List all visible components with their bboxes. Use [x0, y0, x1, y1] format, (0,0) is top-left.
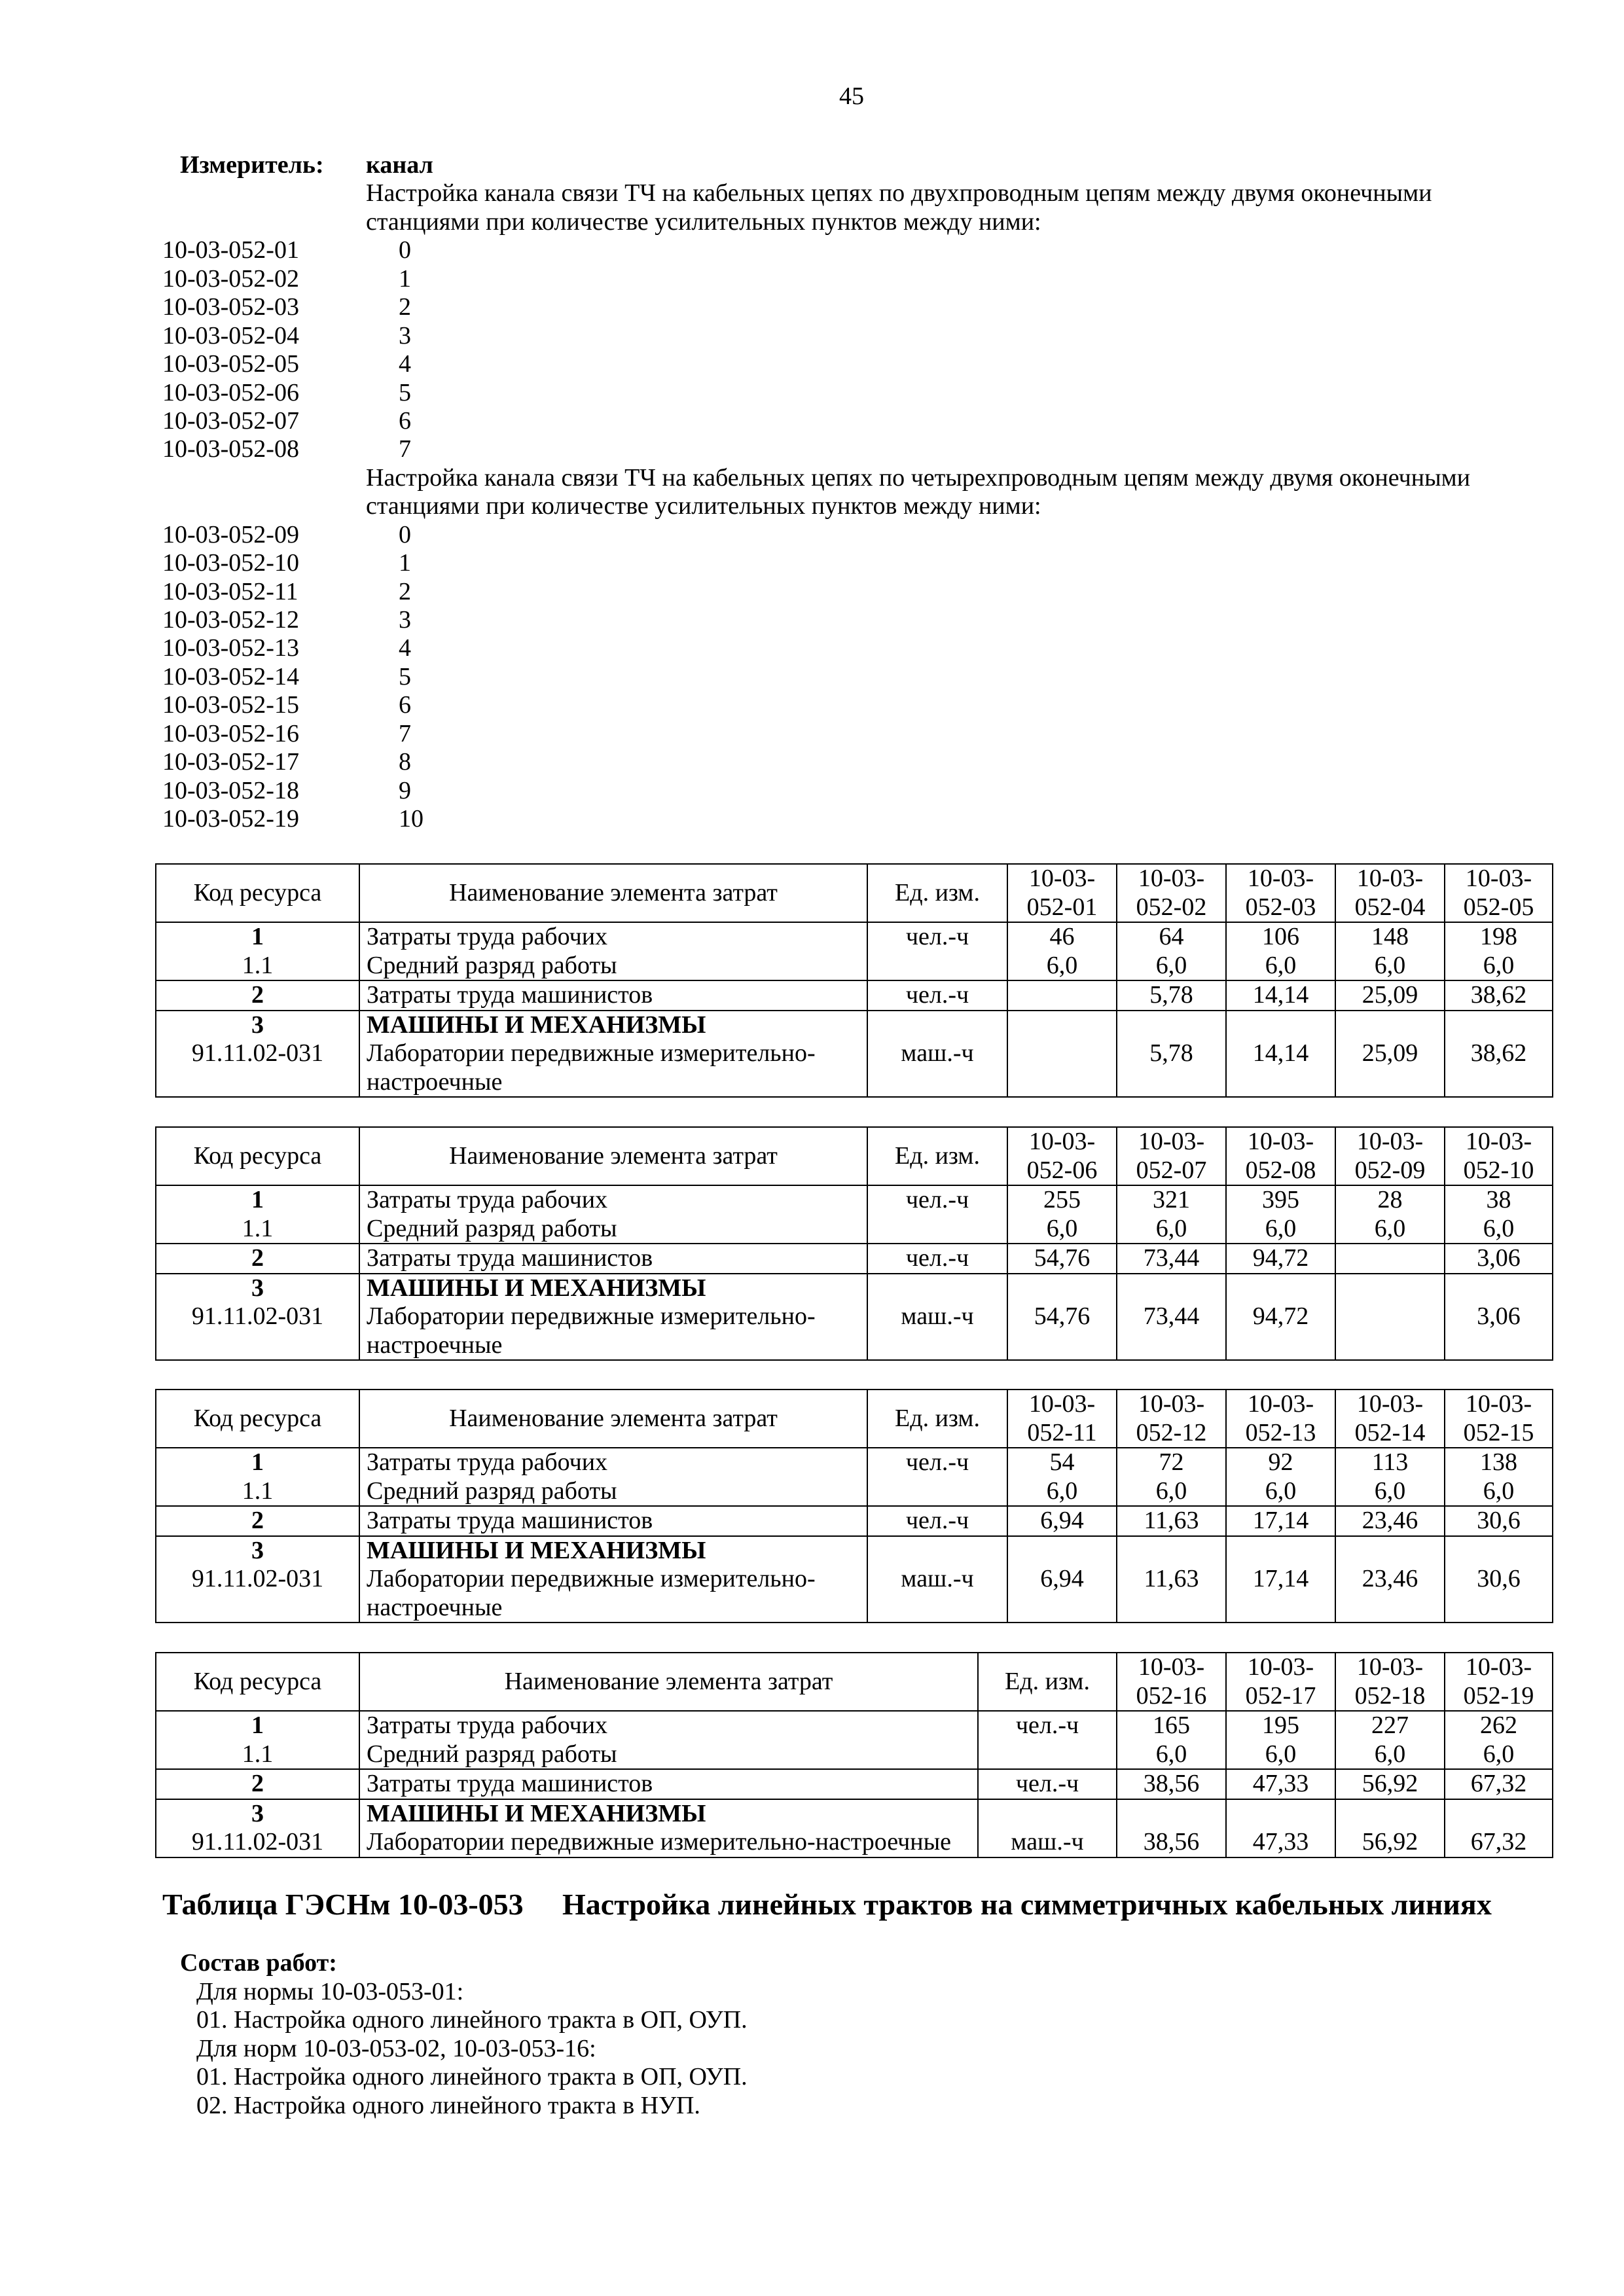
value-cell	[1117, 1536, 1226, 1566]
unit-cell	[867, 1477, 1007, 1507]
norm-code: 10-03-052-07	[162, 406, 299, 435]
value-cell: 38,56	[1117, 1828, 1226, 1857]
norm-item-row	[162, 407, 1470, 435]
cost-element-name-cell: Лаборатории передвижные измерительно-настроечные	[359, 1302, 867, 1360]
value-cell	[1335, 1274, 1445, 1303]
table-header-row	[156, 1653, 1553, 1711]
header-name-cell: Наименование элемента затрат	[359, 1127, 867, 1185]
unit-cell: маш.-ч	[867, 1565, 1007, 1623]
resource-code-cell: 91.11.02-031	[156, 1828, 359, 1857]
unit-cell: чел.-ч	[867, 1185, 1007, 1215]
norm-column-header: 10-03- 052-07	[1117, 1127, 1226, 1185]
value-cell: 94,72	[1226, 1244, 1335, 1274]
norm-code: 10-03-052-08	[162, 435, 299, 463]
unit-cell	[867, 1011, 1007, 1040]
value-cell: 6,0	[1117, 1740, 1226, 1770]
next-table-title: Настройка линейных трактов на симметричных кабельных линиях	[562, 1888, 1492, 1921]
header-name-cell: Наименование элемента затрат	[359, 864, 867, 922]
value-cell: 17,14	[1226, 1506, 1335, 1536]
value-cell: 72	[1117, 1448, 1226, 1477]
page-number: 45	[839, 82, 864, 110]
cost-row-machine	[156, 1302, 1553, 1360]
value-cell: 56,92	[1335, 1769, 1445, 1799]
cost-row-labor	[156, 1185, 1553, 1215]
norm-value: 3	[399, 606, 411, 634]
resource-code-cell: 1.1	[156, 1477, 359, 1507]
resource-code-cell: 3	[156, 1274, 359, 1303]
norm-column-header: 10-03- 052-03	[1226, 864, 1335, 922]
value-cell: 6,0	[1445, 952, 1553, 981]
norm-column-header: 10-03- 052-13	[1226, 1390, 1335, 1448]
norm-code: 10-03-052-17	[162, 748, 299, 776]
cost-element-name-cell: Затраты труда рабочих	[359, 1711, 978, 1740]
cost-row-labor	[156, 1711, 1553, 1740]
norm-column-header: 10-03- 052-17	[1226, 1653, 1335, 1711]
cost-row-operators	[156, 980, 1553, 1011]
value-cell: 14,14	[1226, 1039, 1335, 1097]
norm-item-row	[162, 720, 1470, 748]
resource-code-cell: 1	[156, 1185, 359, 1215]
value-cell: 73,44	[1117, 1302, 1226, 1360]
norm-value: 6	[399, 406, 411, 435]
cost-row-grade	[156, 1477, 1553, 1507]
norm-description-row	[162, 464, 1470, 492]
norm-description-row	[162, 492, 1470, 520]
norm-code: 10-03-052-06	[162, 378, 299, 406]
resource-code-cell: 2	[156, 1506, 359, 1536]
cost-row-labor	[156, 1448, 1553, 1477]
value-cell: 64	[1117, 922, 1226, 952]
resource-code-cell: 91.11.02-031	[156, 1565, 359, 1623]
value-cell: 54,76	[1007, 1244, 1117, 1274]
cost-element-name-cell: Лаборатории передвижные измерительно-настроечные	[359, 1565, 867, 1623]
norm-column-header: 10-03- 052-10	[1445, 1127, 1553, 1185]
cost-element-name-cell: Средний разряд работы	[359, 1215, 867, 1244]
resource-code-cell: 91.11.02-031	[156, 1302, 359, 1360]
value-cell: 25,09	[1335, 980, 1445, 1011]
norm-column-header: 10-03- 052-01	[1007, 864, 1117, 922]
norm-description-row	[162, 179, 1470, 207]
value-cell	[1007, 1011, 1117, 1040]
indent-spacer	[162, 464, 366, 492]
cost-element-name-cell: Затраты труда машинистов	[359, 1769, 978, 1799]
resource-table-3	[155, 1389, 1553, 1623]
unit-cell	[867, 952, 1007, 981]
value-cell: 11,63	[1117, 1565, 1226, 1623]
value-cell: 165	[1117, 1711, 1226, 1740]
value-cell	[1226, 1011, 1335, 1040]
cost-element-name-cell: МАШИНЫ И МЕХАНИЗМЫ	[359, 1799, 978, 1829]
value-cell: 138	[1445, 1448, 1553, 1477]
header-unit-cell: Ед. изм.	[867, 1127, 1007, 1185]
cost-row-machines-section	[156, 1536, 1553, 1566]
header-name-cell: Наименование элемента затрат	[359, 1653, 978, 1711]
norm-value: 5	[399, 378, 411, 406]
norm-value: 1	[399, 264, 411, 293]
norm-code: 10-03-052-14	[162, 662, 299, 691]
norm-column-header: 10-03- 052-02	[1117, 864, 1226, 922]
cost-row-operators	[156, 1769, 1553, 1799]
cost-row-grade	[156, 1740, 1553, 1770]
norm-column-header: 10-03- 052-14	[1335, 1390, 1445, 1448]
composition-line: Для нормы 10-03-053-01:	[196, 1977, 464, 2005]
composition-line: 02. Настройка одного линейного тракта в НУП.	[196, 2091, 700, 2119]
header-unit-cell: Ед. изм.	[867, 864, 1007, 922]
norm-code: 10-03-052-16	[162, 719, 299, 747]
norm-item-row	[162, 379, 1470, 407]
resource-code-cell: 3	[156, 1799, 359, 1829]
measure-label: Измеритель:	[180, 151, 324, 179]
value-cell	[1445, 1536, 1553, 1566]
cost-row-operators	[156, 1244, 1553, 1274]
value-cell: 198	[1445, 922, 1553, 952]
norm-value: 10	[399, 805, 424, 833]
value-cell	[1335, 1302, 1445, 1360]
norm-item-row	[162, 578, 1470, 606]
value-cell: 6,0	[1226, 1215, 1335, 1244]
value-cell: 30,6	[1445, 1565, 1553, 1623]
value-cell: 17,14	[1226, 1565, 1335, 1623]
norm-value: 5	[399, 662, 411, 691]
composition-title: Состав работ:	[180, 1949, 337, 1977]
value-cell: 321	[1117, 1185, 1226, 1215]
value-cell	[1117, 1799, 1226, 1829]
value-cell: 94,72	[1226, 1302, 1335, 1360]
unit-cell: чел.-ч	[978, 1769, 1117, 1799]
norm-item-row	[162, 606, 1470, 634]
value-cell: 6,0	[1445, 1477, 1553, 1507]
value-cell: 3,06	[1445, 1244, 1553, 1274]
table-header-row	[156, 864, 1553, 922]
value-cell	[1335, 1011, 1445, 1040]
value-cell: 227	[1335, 1711, 1445, 1740]
value-cell: 195	[1226, 1711, 1335, 1740]
resource-code-cell: 91.11.02-031	[156, 1039, 359, 1097]
norm-code: 10-03-052-04	[162, 321, 299, 350]
measure-row	[162, 151, 1470, 179]
resource-code-cell: 1	[156, 922, 359, 952]
value-cell: 5,78	[1117, 980, 1226, 1011]
resource-code-cell: 1	[156, 1711, 359, 1740]
value-cell: 6,94	[1007, 1565, 1117, 1623]
resource-code-cell: 3	[156, 1536, 359, 1566]
value-cell	[1226, 1799, 1335, 1829]
norm-code: 10-03-052-03	[162, 293, 299, 321]
value-cell: 395	[1226, 1185, 1335, 1215]
value-cell	[1117, 1011, 1226, 1040]
value-cell: 262	[1445, 1711, 1553, 1740]
norm-value: 0	[399, 236, 411, 264]
cost-element-name-cell: Средний разряд работы	[359, 952, 867, 981]
norm-value: 1	[399, 549, 411, 577]
norm-value: 4	[399, 634, 411, 662]
next-table-label: Таблица ГЭСНм 10-03-053	[162, 1888, 524, 1921]
norm-item-row	[162, 435, 1470, 463]
norm-item-row	[162, 777, 1470, 805]
norm-description-row	[162, 208, 1470, 236]
header-unit-cell: Ед. изм.	[978, 1653, 1117, 1711]
cost-element-name-cell: МАШИНЫ И МЕХАНИЗМЫ	[359, 1536, 867, 1566]
norm-column-header: 10-03- 052-19	[1445, 1653, 1553, 1711]
value-cell: 67,32	[1445, 1828, 1553, 1857]
unit-cell	[867, 1536, 1007, 1566]
norm-list	[162, 151, 1470, 834]
value-cell: 67,32	[1445, 1769, 1553, 1799]
header-code-cell: Код ресурса	[156, 864, 359, 922]
norm-item-row	[162, 663, 1470, 691]
norm-code: 10-03-052-11	[162, 577, 298, 605]
cost-element-name-cell: Затраты труда рабочих	[359, 922, 867, 952]
indent-spacer	[162, 492, 366, 520]
value-cell: 106	[1226, 922, 1335, 952]
work-composition	[180, 1949, 748, 2121]
resource-code-cell: 2	[156, 980, 359, 1011]
value-cell: 11,63	[1117, 1506, 1226, 1536]
norm-value: 3	[399, 321, 411, 350]
unit-cell: чел.-ч	[867, 1506, 1007, 1536]
composition-line: 01. Настройка одного линейного тракта в ОП, ОУП.	[196, 2006, 748, 2034]
value-cell: 6,0	[1335, 1215, 1445, 1244]
norm-value: 6	[399, 691, 411, 719]
norm-value: 4	[399, 350, 411, 378]
norm-code: 10-03-052-13	[162, 634, 299, 662]
resource-code-cell: 1	[156, 1448, 359, 1477]
resource-table-2	[155, 1126, 1553, 1361]
value-cell: 6,0	[1226, 952, 1335, 981]
resource-table-4	[155, 1652, 1553, 1858]
value-cell: 6,0	[1007, 1477, 1117, 1507]
norm-column-header: 10-03- 052-06	[1007, 1127, 1117, 1185]
cost-row-machine	[156, 1828, 1553, 1857]
cost-element-name-cell: МАШИНЫ И МЕХАНИЗМЫ	[359, 1274, 867, 1303]
unit-cell	[978, 1740, 1117, 1770]
cost-element-name-cell: Средний разряд работы	[359, 1477, 867, 1507]
cost-row-labor	[156, 922, 1553, 952]
cost-row-grade	[156, 952, 1553, 981]
cost-row-machines-section	[156, 1011, 1553, 1040]
value-cell	[1445, 1011, 1553, 1040]
table-header-row	[156, 1127, 1553, 1185]
norm-column-header: 10-03- 052-15	[1445, 1390, 1553, 1448]
norm-description-line: станциями при количестве усилительных пунктов между ними:	[366, 207, 1041, 236]
indent-spacer	[162, 179, 366, 207]
value-cell: 73,44	[1117, 1244, 1226, 1274]
value-cell	[1117, 1274, 1226, 1303]
norm-item-row	[162, 293, 1470, 321]
resource-code-cell: 1.1	[156, 952, 359, 981]
header-unit-cell: Ед. изм.	[867, 1390, 1007, 1448]
value-cell: 23,46	[1335, 1565, 1445, 1623]
value-cell	[1007, 1039, 1117, 1097]
value-cell: 25,09	[1335, 1039, 1445, 1097]
cost-element-name-cell: Затраты труда машинистов	[359, 980, 867, 1011]
value-cell: 38,62	[1445, 980, 1553, 1011]
cost-row-machine	[156, 1565, 1553, 1623]
header-name-cell: Наименование элемента затрат	[359, 1390, 867, 1448]
value-cell: 38	[1445, 1185, 1553, 1215]
header-code-cell: Код ресурса	[156, 1390, 359, 1448]
norm-item-row	[162, 350, 1470, 378]
norm-code: 10-03-052-15	[162, 691, 299, 719]
value-cell: 6,0	[1445, 1740, 1553, 1770]
value-cell	[1007, 1274, 1117, 1303]
norm-item-row	[162, 265, 1470, 293]
value-cell	[1335, 1799, 1445, 1829]
value-cell: 255	[1007, 1185, 1117, 1215]
value-cell	[1445, 1274, 1553, 1303]
value-cell: 38,62	[1445, 1039, 1553, 1097]
unit-cell: маш.-ч	[867, 1039, 1007, 1097]
norm-code: 10-03-052-10	[162, 549, 299, 577]
norm-item-row	[162, 634, 1470, 662]
norm-column-header: 10-03- 052-08	[1226, 1127, 1335, 1185]
unit-cell	[978, 1799, 1117, 1829]
cost-element-name-cell: Средний разряд работы	[359, 1740, 978, 1770]
value-cell: 14,14	[1226, 980, 1335, 1011]
norm-description-line: Настройка канала связи ТЧ на кабельных цепях по двухпроводным цепям между двумя оконечными	[366, 179, 1432, 207]
norm-description-line: Настройка канала связи ТЧ на кабельных цепях по четырехпроводным цепям между двумя оконечными	[366, 463, 1471, 492]
norm-item-row	[162, 748, 1470, 776]
value-cell: 28	[1335, 1185, 1445, 1215]
norm-column-header: 10-03- 052-11	[1007, 1390, 1117, 1448]
cost-element-name-cell: Лаборатории передвижные измерительно-настроечные	[359, 1039, 867, 1097]
value-cell: 6,0	[1335, 1477, 1445, 1507]
unit-cell: маш.-ч	[867, 1302, 1007, 1360]
value-cell: 6,0	[1117, 952, 1226, 981]
composition-line: 01. Настройка одного линейного тракта в ОП, ОУП.	[196, 2063, 748, 2091]
value-cell: 6,0	[1226, 1740, 1335, 1770]
value-cell: 6,94	[1007, 1506, 1117, 1536]
resource-code-cell: 1.1	[156, 1740, 359, 1770]
value-cell	[1335, 1536, 1445, 1566]
norm-item-row	[162, 549, 1470, 577]
value-cell: 6,0	[1445, 1215, 1553, 1244]
value-cell: 47,33	[1226, 1828, 1335, 1857]
cost-row-machine	[156, 1039, 1553, 1097]
header-code-cell: Код ресурса	[156, 1127, 359, 1185]
table-header-row	[156, 1390, 1553, 1448]
value-cell: 54	[1007, 1448, 1117, 1477]
norm-code: 10-03-052-09	[162, 520, 299, 548]
indent-spacer	[162, 208, 366, 236]
norm-column-header: 10-03- 052-04	[1335, 864, 1445, 922]
cost-element-name-cell: Затраты труда машинистов	[359, 1506, 867, 1536]
value-cell: 6,0	[1007, 952, 1117, 981]
value-cell: 6,0	[1335, 952, 1445, 981]
value-cell: 3,06	[1445, 1302, 1553, 1360]
value-cell: 6,0	[1007, 1215, 1117, 1244]
value-cell: 46	[1007, 922, 1117, 952]
norm-value: 2	[399, 577, 411, 605]
resource-code-cell: 1.1	[156, 1215, 359, 1244]
resource-table-1	[155, 863, 1553, 1098]
value-cell	[1226, 1536, 1335, 1566]
unit-cell	[867, 1274, 1007, 1303]
norm-value: 7	[399, 435, 411, 463]
value-cell: 47,33	[1226, 1769, 1335, 1799]
cost-row-machines-section	[156, 1799, 1553, 1829]
norm-item-row	[162, 322, 1470, 350]
value-cell: 30,6	[1445, 1506, 1553, 1536]
norm-column-header: 10-03- 052-05	[1445, 864, 1553, 922]
value-cell	[1007, 1536, 1117, 1566]
cost-row-grade	[156, 1215, 1553, 1244]
norm-code: 10-03-052-18	[162, 776, 299, 804]
value-cell: 6,0	[1226, 1477, 1335, 1507]
value-cell	[1335, 1244, 1445, 1274]
norm-column-header: 10-03- 052-16	[1117, 1653, 1226, 1711]
measure-unit: канал	[366, 151, 433, 179]
unit-cell	[867, 1215, 1007, 1244]
norm-item-row	[162, 691, 1470, 719]
resource-code-cell: 2	[156, 1769, 359, 1799]
norm-code: 10-03-052-12	[162, 606, 299, 634]
cost-row-operators	[156, 1506, 1553, 1536]
norm-column-header: 10-03- 052-09	[1335, 1127, 1445, 1185]
unit-cell: маш.-ч	[978, 1828, 1117, 1857]
norm-code: 10-03-052-01	[162, 236, 299, 264]
value-cell: 38,56	[1117, 1769, 1226, 1799]
value-cell: 148	[1335, 922, 1445, 952]
value-cell: 5,78	[1117, 1039, 1226, 1097]
norm-code: 10-03-052-19	[162, 805, 299, 833]
value-cell: 6,0	[1117, 1215, 1226, 1244]
value-cell	[1445, 1799, 1553, 1829]
cost-element-name-cell: Лаборатории передвижные измерительно-настроечные	[359, 1828, 978, 1857]
norm-value: 8	[399, 748, 411, 776]
value-cell: 6,0	[1335, 1740, 1445, 1770]
resource-code-cell: 3	[156, 1011, 359, 1040]
value-cell: 92	[1226, 1448, 1335, 1477]
unit-cell: чел.-ч	[867, 980, 1007, 1011]
norm-item-row	[162, 521, 1470, 549]
value-cell	[1007, 980, 1117, 1011]
norm-code: 10-03-052-02	[162, 264, 299, 293]
norm-column-header: 10-03- 052-12	[1117, 1390, 1226, 1448]
value-cell: 56,92	[1335, 1828, 1445, 1857]
value-cell: 23,46	[1335, 1506, 1445, 1536]
cost-element-name-cell: Затраты труда машинистов	[359, 1244, 867, 1274]
norm-value: 9	[399, 776, 411, 804]
norm-value: 2	[399, 293, 411, 321]
cost-element-name-cell: МАШИНЫ И МЕХАНИЗМЫ	[359, 1011, 867, 1040]
value-cell: 6,0	[1117, 1477, 1226, 1507]
cost-element-name-cell: Затраты труда рабочих	[359, 1448, 867, 1477]
header-code-cell: Код ресурса	[156, 1653, 359, 1711]
cost-element-name-cell: Затраты труда рабочих	[359, 1185, 867, 1215]
norm-value: 7	[399, 719, 411, 747]
unit-cell: чел.-ч	[867, 1448, 1007, 1477]
unit-cell: чел.-ч	[867, 922, 1007, 952]
norm-description-line: станциями при количестве усилительных пунктов между ними:	[366, 492, 1041, 520]
cost-row-machines-section	[156, 1274, 1553, 1303]
norm-item-row	[162, 805, 1470, 833]
norm-value: 0	[399, 520, 411, 548]
unit-cell: чел.-ч	[867, 1244, 1007, 1274]
resource-code-cell: 2	[156, 1244, 359, 1274]
composition-line: Для норм 10-03-053-02, 10-03-053-16:	[196, 2034, 596, 2062]
unit-cell: чел.-ч	[978, 1711, 1117, 1740]
value-cell	[1226, 1274, 1335, 1303]
norm-column-header: 10-03- 052-18	[1335, 1653, 1445, 1711]
norm-code: 10-03-052-05	[162, 350, 299, 378]
norm-item-row	[162, 236, 1470, 264]
value-cell: 54,76	[1007, 1302, 1117, 1360]
value-cell: 113	[1335, 1448, 1445, 1477]
